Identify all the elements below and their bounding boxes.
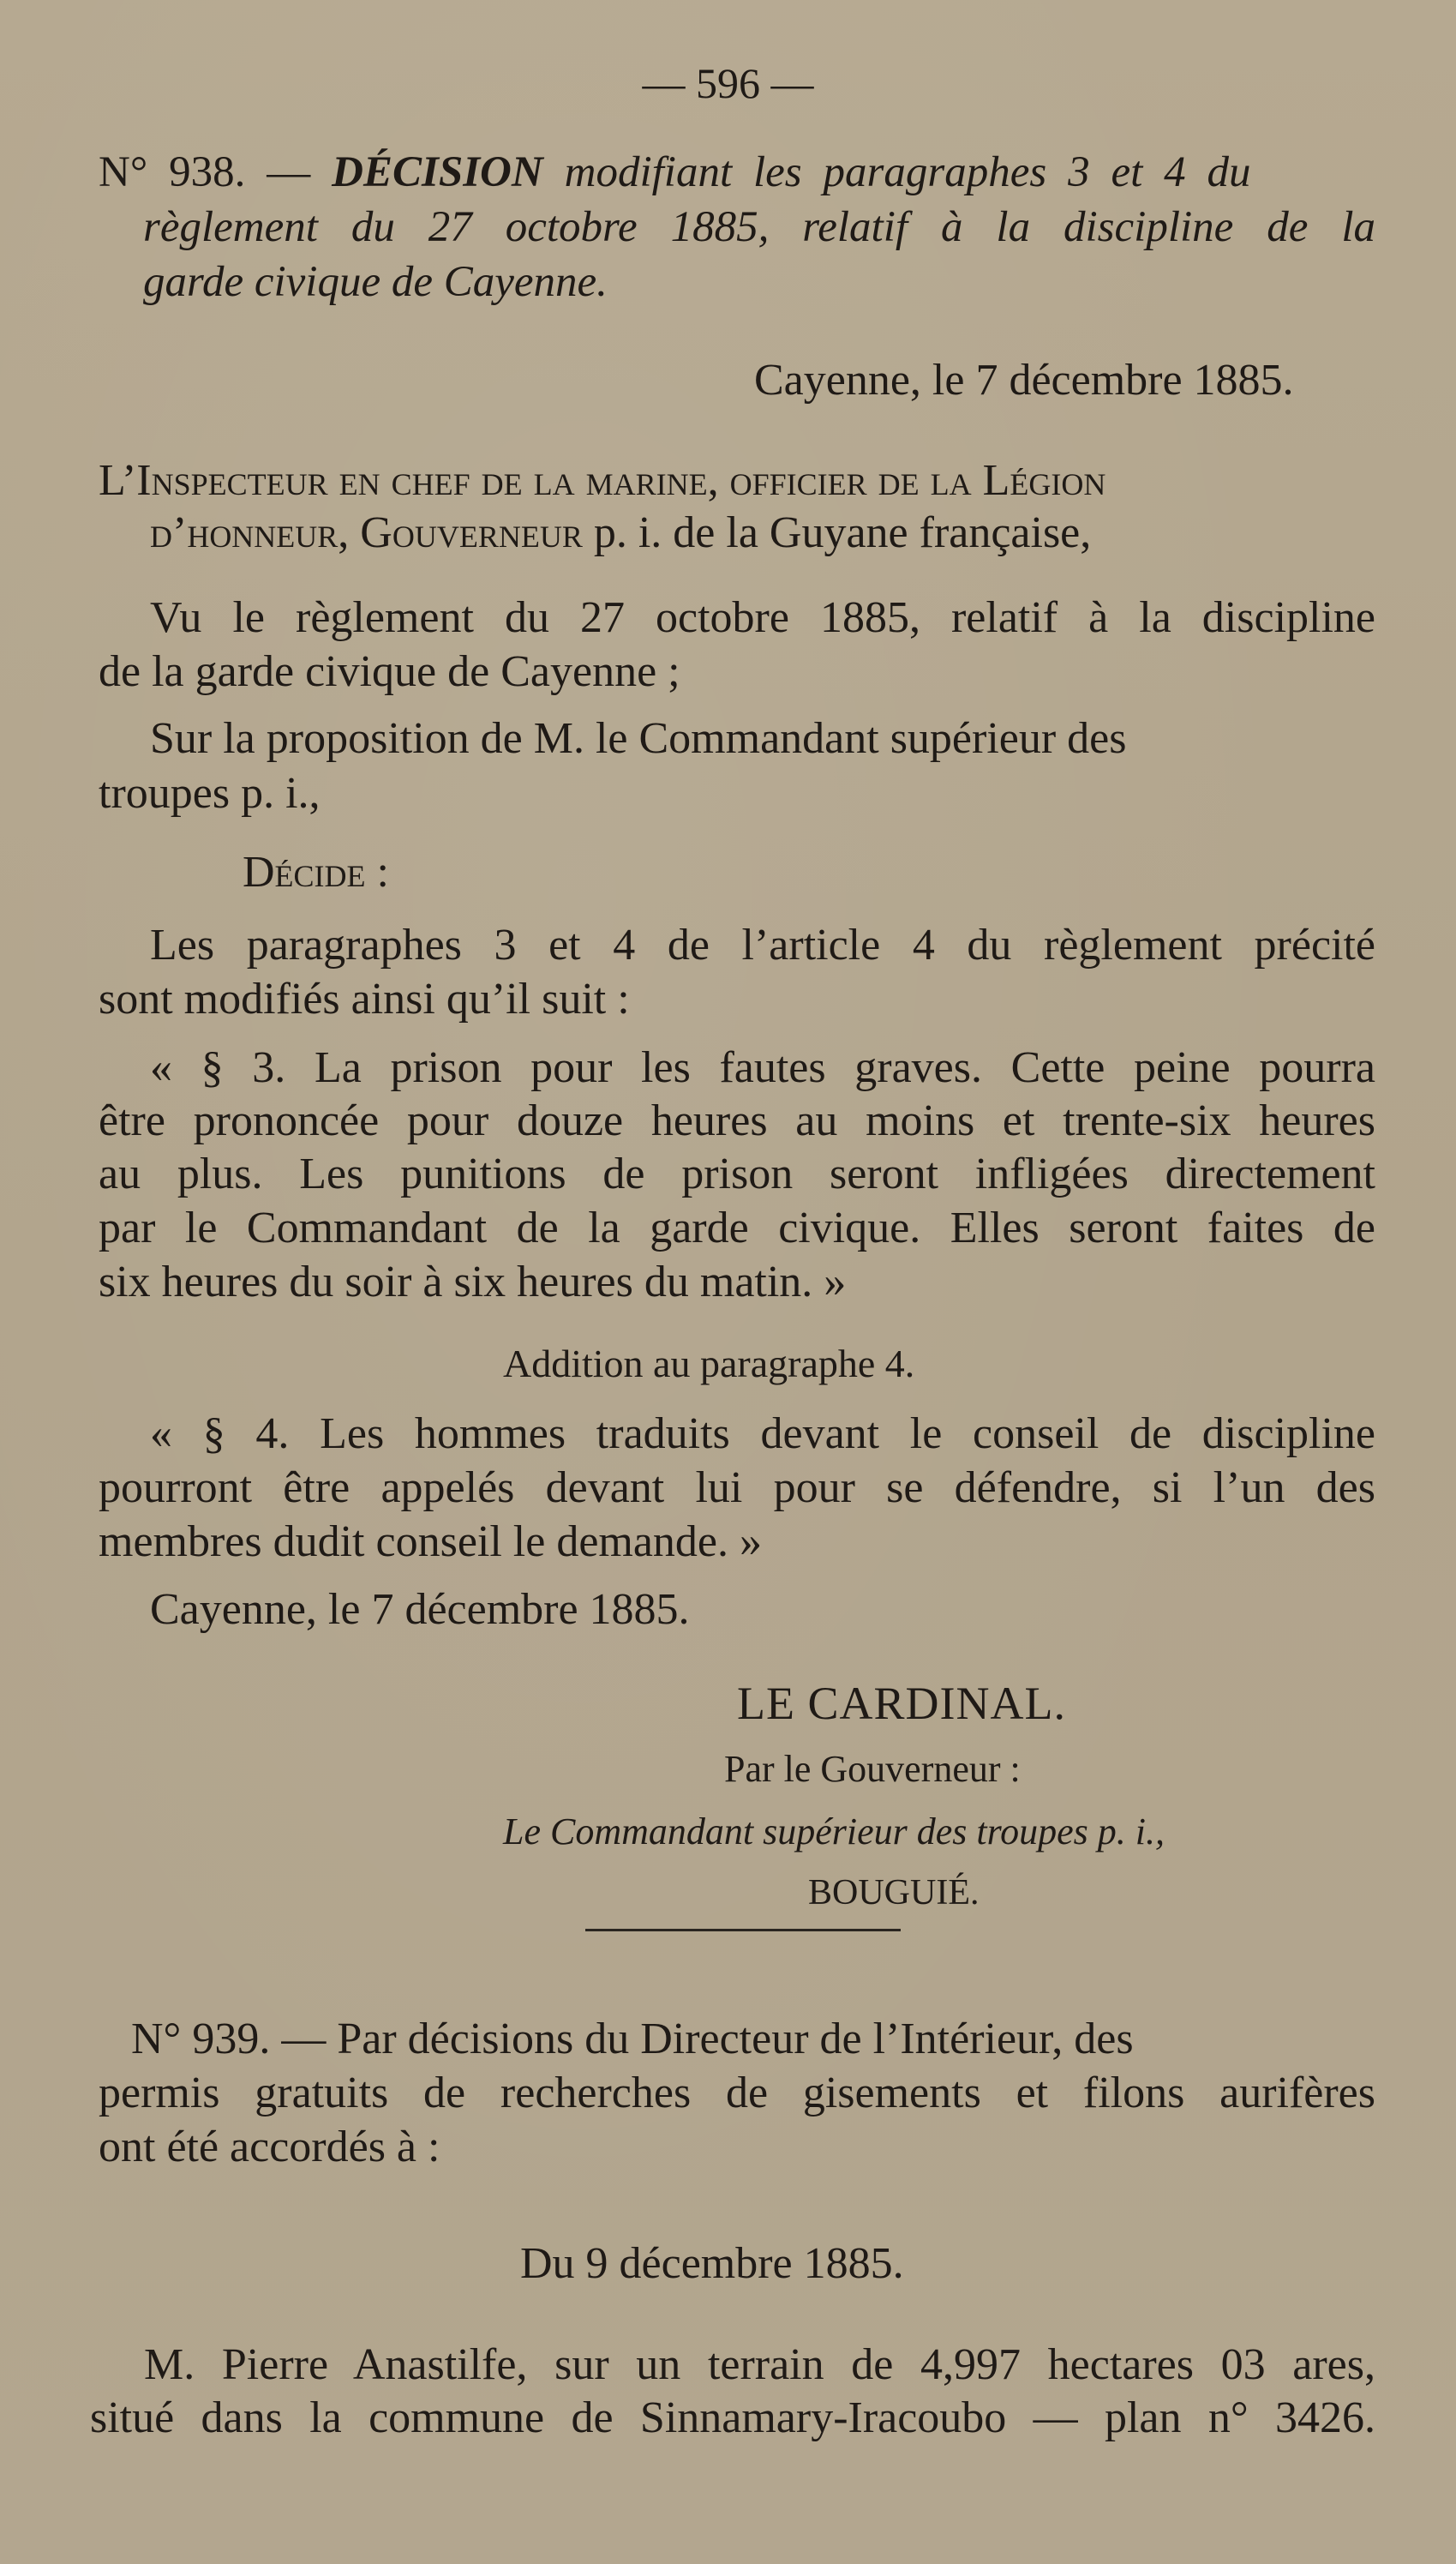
paragraph-3-line-2: être prononcée pour douze heures au moins et trente-six heures [99, 1096, 1375, 1145]
paragraph-3-line-4: par le Commandant de la garde civique. Elles seront faites de [99, 1204, 1375, 1252]
proposal-line-1: Sur la proposition de M. le Commandant supérieur des [150, 714, 1127, 763]
authority-line-2 [150, 508, 1092, 557]
proposal-line-2: troupes p. i., [99, 769, 321, 818]
paragraph-4-line-3: membres dudit conseil le demande. » [99, 1517, 763, 1566]
paragraph-3-line-3: au plus. Les punitions de prison seront infligées directement [99, 1150, 1375, 1198]
decision-938-heading-line-3: garde civique de Cayenne. [143, 258, 608, 306]
visa-line-2: de la garde civique de Cayenne ; [99, 647, 680, 696]
article-line-2: sont modifiés ainsi qu’il suit : [99, 975, 630, 1024]
grant-line-1: M. Pierre Anastilfe, sur un terrain de 4,997 hectares 03 ares, [144, 2340, 1375, 2389]
decision-938-heading-line-1 [99, 148, 1251, 196]
signatory: LE CARDINAL. [737, 1678, 1066, 1729]
commandant-title: Le Commandant supérieur des troupes p. i., [503, 1810, 1165, 1852]
by-governor: Par le Gouverneur : [724, 1748, 1021, 1790]
authority-line-1: L’Inspecteur en chef de la marine, officier de la Légion [99, 456, 1106, 505]
authority-title-rest: p. i. de la Guyane française, [593, 508, 1092, 557]
paragraph-3-line-1: « § 3. La prison pour les fautes graves. Cette peine pourra [150, 1043, 1375, 1092]
closing-date: Cayenne, le 7 décembre 1885. [150, 1585, 690, 1634]
decides-heading: Décide : [243, 848, 389, 897]
decision-939-line-2: permis gratuits de recherches de gisements et filons aurifères [99, 2069, 1375, 2117]
authority-title: d’honneur, Gouverneur [150, 508, 583, 557]
decision-word: DÉCISION [332, 148, 543, 196]
decision-title-part: modifiant les paragraphes 3 et 4 du [564, 148, 1251, 196]
decision-939-line-1: N° 939. — Par décisions du Directeur de l’Intérieur, des [131, 2015, 1134, 2063]
paragraph-3-line-5: six heures du soir à six heures du matin. » [99, 1258, 847, 1306]
decision-number: N° 938. — [99, 148, 311, 196]
decision-939-line-3: ont été accordés à : [99, 2123, 440, 2171]
commandant-name: BOUGUIÉ. [808, 1873, 980, 1912]
grant-line-2: situé dans la commune de Sinnamary-Iracoubo — plan n° 3426. [90, 2393, 1375, 2442]
section-divider [585, 1929, 901, 1931]
paragraph-4-line-1: « § 4. Les hommes traduits devant le conseil de discipline [150, 1409, 1375, 1458]
place-date: Cayenne, le 7 décembre 1885. [754, 356, 1294, 405]
article-line-1: Les paragraphes 3 et 4 de l’article 4 du règlement précité [150, 921, 1375, 970]
decision-938-heading-line-2: règlement du 27 octobre 1885, relatif à la discipline de la [143, 203, 1375, 251]
paragraph-4-line-2: pourront être appelés devant lui pour se défendre, si l’un des [99, 1463, 1375, 1512]
visa-line-1: Vu le règlement du 27 octobre 1885, relatif à la discipline [150, 593, 1375, 642]
page-number: — 596 — [642, 59, 814, 107]
addition-heading: Addition au paragraphe 4. [503, 1342, 915, 1385]
decision-939-date: Du 9 décembre 1885. [520, 2239, 904, 2288]
